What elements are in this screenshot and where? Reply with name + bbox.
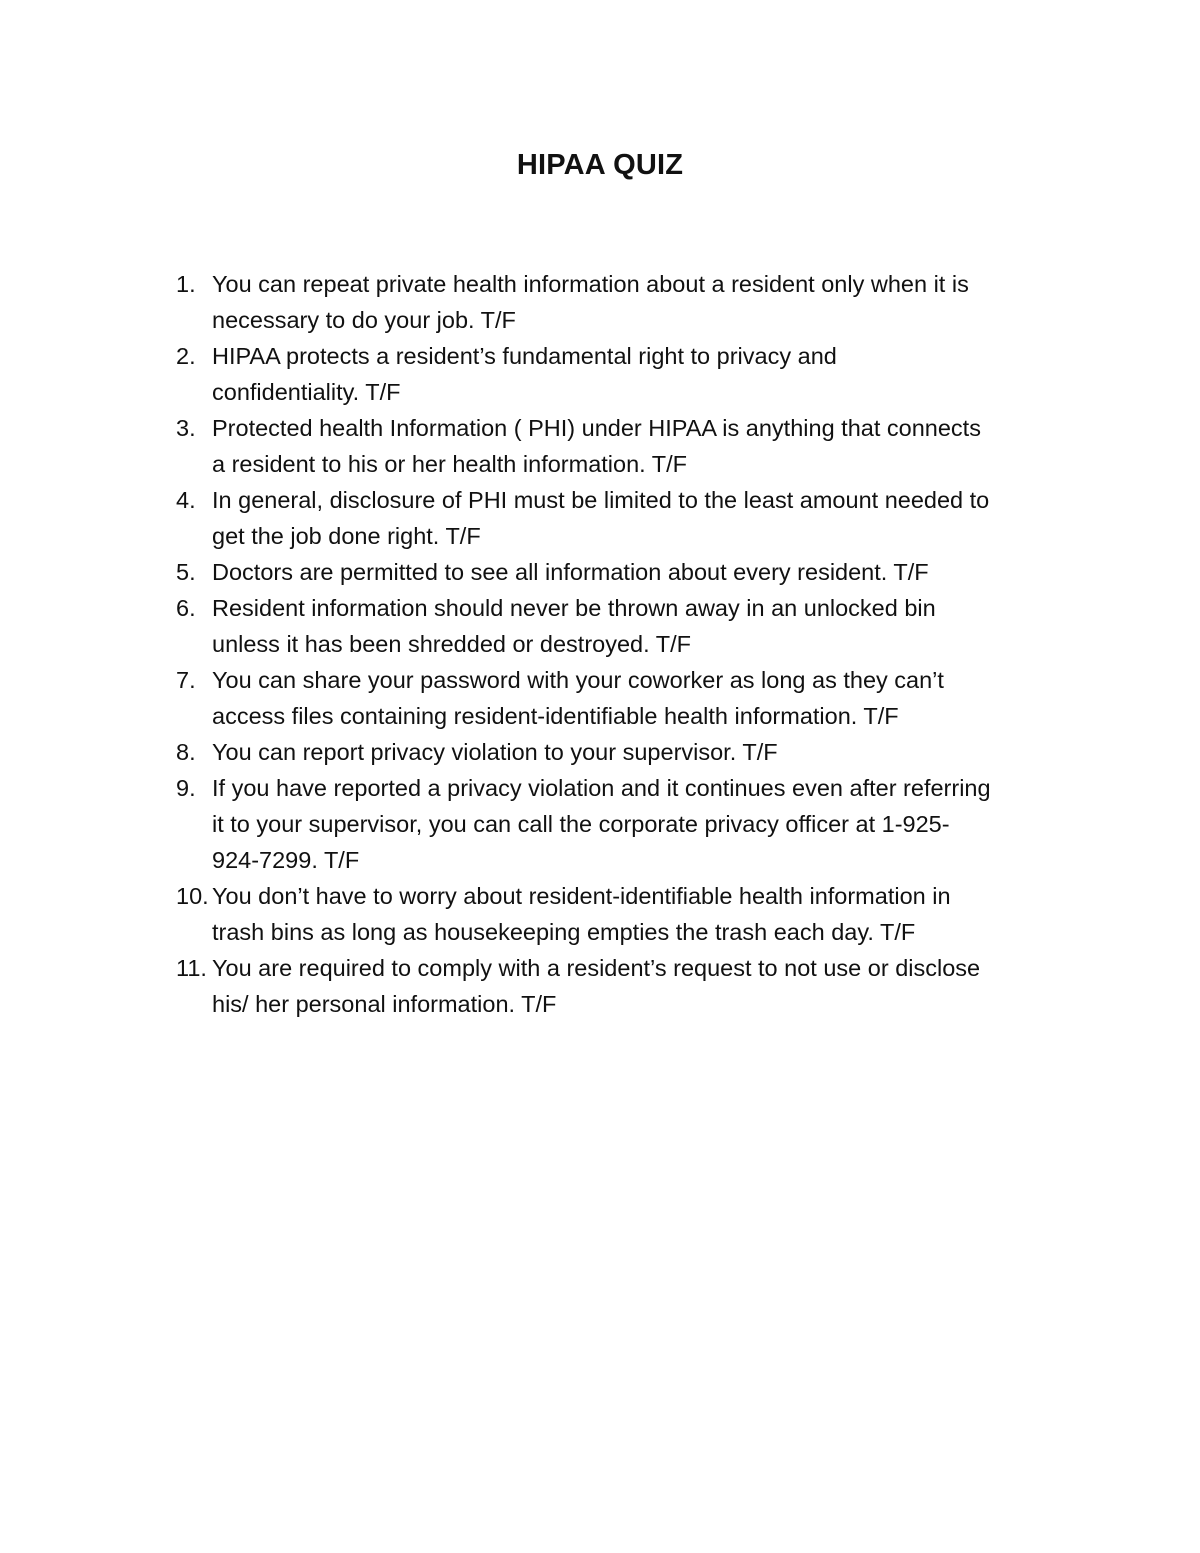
question-number: 5. bbox=[176, 559, 196, 585]
question-text bbox=[212, 770, 1080, 878]
quiz-question-5 bbox=[160, 554, 1080, 590]
quiz-question-1 bbox=[160, 266, 1080, 338]
question-text-line: his/ her personal information. T/F bbox=[212, 991, 557, 1017]
question-number: 6. bbox=[176, 595, 196, 621]
question-text bbox=[212, 554, 1080, 590]
question-text-line: Resident information should never be thrown away in an unlocked bin bbox=[212, 595, 936, 621]
question-text-line: You can report privacy violation to your supervisor. T/F bbox=[212, 739, 778, 765]
question-text-line: You can share your password with your coworker as long as they can’t bbox=[212, 667, 944, 693]
question-text bbox=[212, 878, 1080, 950]
question-text-line: You can repeat private health information about a resident only when it is bbox=[212, 271, 969, 297]
quiz-question-4 bbox=[160, 482, 1080, 554]
question-text bbox=[212, 482, 1080, 554]
quiz-question-7 bbox=[160, 662, 1080, 734]
question-number: 7. bbox=[176, 667, 196, 693]
question-text-line: Doctors are permitted to see all information about every resident. T/F bbox=[212, 559, 929, 585]
question-text-line: access files containing resident-identifiable health information. T/F bbox=[212, 703, 899, 729]
question-text bbox=[212, 590, 1080, 662]
question-text-line: If you have reported a privacy violation and it continues even after referring bbox=[212, 775, 991, 801]
quiz-question-9 bbox=[160, 770, 1080, 878]
question-number: 8. bbox=[176, 739, 196, 765]
question-number: 3. bbox=[176, 415, 196, 441]
question-text bbox=[212, 266, 1080, 338]
question-number: 2. bbox=[176, 343, 196, 369]
question-text-line: In general, disclosure of PHI must be limited to the least amount needed to bbox=[212, 487, 990, 513]
question-text-line: 924-7299. T/F bbox=[212, 847, 360, 873]
question-number: 11. bbox=[176, 955, 207, 981]
question-number: 9. bbox=[176, 775, 196, 801]
question-text-line: get the job done right. T/F bbox=[212, 523, 481, 549]
question-text-line: unless it has been shredded or destroyed. T/F bbox=[212, 631, 691, 657]
quiz-question-10 bbox=[160, 878, 1080, 950]
question-text-line: necessary to do your job. T/F bbox=[212, 307, 516, 333]
question-text-line: confidentiality. T/F bbox=[212, 379, 401, 405]
question-text bbox=[212, 734, 1080, 770]
question-number: 1. bbox=[176, 271, 196, 297]
quiz-question-2 bbox=[160, 338, 1080, 410]
question-text-line: it to your supervisor, you can call the corporate privacy officer at 1-925- bbox=[212, 811, 950, 837]
question-number: 10. bbox=[176, 883, 209, 909]
question-text-line: You are required to comply with a resident’s request to not use or disclose bbox=[212, 955, 981, 981]
question-text-line: trash bins as long as housekeeping empties the trash each day. T/F bbox=[212, 919, 916, 945]
quiz-question-6 bbox=[160, 590, 1080, 662]
question-text bbox=[212, 950, 1080, 1022]
question-text-line: HIPAA protects a resident’s fundamental right to privacy and bbox=[212, 343, 837, 369]
question-text bbox=[212, 662, 1080, 734]
question-text bbox=[212, 410, 1080, 482]
quiz-question-list bbox=[160, 266, 1080, 1022]
quiz-question-11 bbox=[160, 950, 1080, 1022]
quiz-question-8 bbox=[160, 734, 1080, 770]
question-text-line: a resident to his or her health information. T/F bbox=[212, 451, 688, 477]
question-text-line: You don’t have to worry about resident-identifiable health information in bbox=[212, 883, 951, 909]
question-text bbox=[212, 338, 1080, 410]
page-title: HIPAA QUIZ bbox=[516, 149, 684, 181]
quiz-question-3 bbox=[160, 410, 1080, 482]
question-number: 4. bbox=[176, 487, 196, 513]
question-text-line: Protected health Information ( PHI) under HIPAA is anything that connects bbox=[212, 415, 981, 441]
